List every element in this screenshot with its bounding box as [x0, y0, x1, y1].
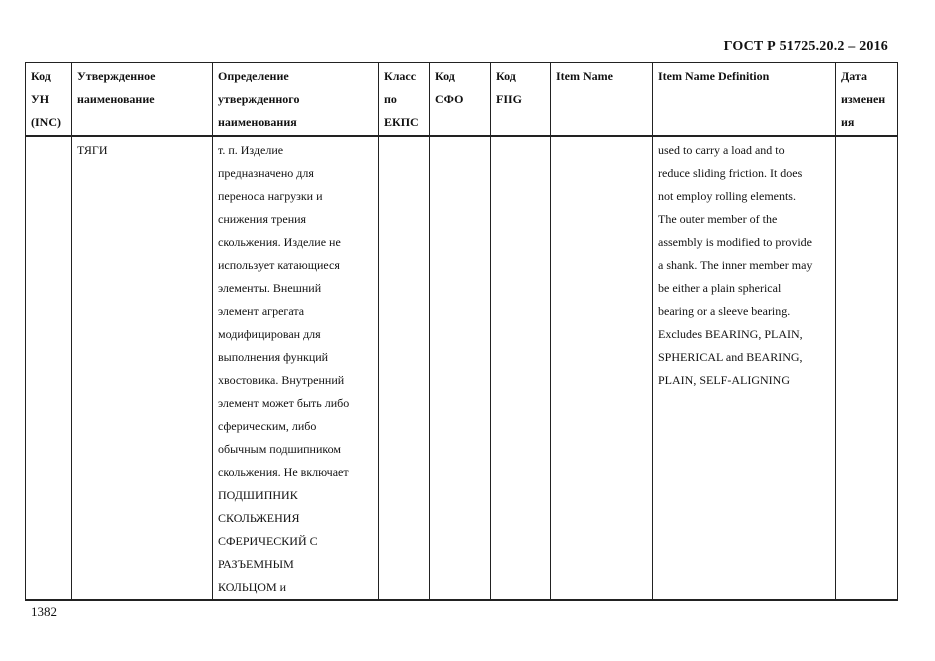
column-header-line: утвержденного	[218, 92, 300, 106]
cell-text-line: SPHERICAL and BEARING,	[658, 350, 803, 364]
column-header-line: по	[384, 92, 397, 106]
cell-text-line: reduce sliding friction. It does	[658, 166, 803, 180]
column-header-line: изменен	[841, 92, 886, 106]
cell-text-line: used to carry a load and to	[658, 143, 785, 157]
cell-text-line: ПОДШИПНИК	[218, 488, 298, 502]
cell-text-line: использует катающиеся	[218, 258, 340, 272]
cell-text-line: элемент агрегата	[218, 304, 305, 318]
cell-text-line: РАЗЪЕМНЫМ	[218, 557, 294, 571]
cell-text-line: переноса нагрузки и	[218, 189, 323, 203]
column-header-line: Дата	[841, 69, 867, 83]
cell-text-line: ТЯГИ	[77, 143, 108, 157]
column-header-line: ия	[841, 115, 855, 129]
column-header-ekps-class	[379, 63, 430, 137]
cell-approved-definition	[213, 136, 379, 600]
column-header-item-name	[551, 63, 653, 137]
cell-text-line: элементы. Внешний	[218, 281, 322, 295]
table-row	[26, 136, 898, 600]
cell-text-line: not employ rolling elements.	[658, 189, 796, 203]
cell-text-line: хвостовика. Внутренний	[218, 373, 345, 387]
cell-text-line: СКОЛЬЖЕНИЯ	[218, 511, 300, 525]
cell-text-line: СФЕРИЧЕСКИЙ С	[218, 534, 318, 548]
column-header-line: Определение	[218, 69, 289, 83]
column-header-approved-name	[72, 63, 213, 137]
cell-item-name-definition	[653, 136, 836, 600]
cell-text-line: элемент может быть либо	[218, 396, 350, 410]
column-header-inc	[26, 63, 72, 137]
cell-approved-name	[72, 136, 213, 600]
cell-text-line: be either a plain spherical	[658, 281, 782, 295]
column-header-line: УН	[31, 92, 50, 106]
column-header-line: Код	[496, 69, 516, 83]
cell-text-line: a shank. The inner member may	[658, 258, 813, 272]
table-header-row	[26, 63, 898, 137]
cell-text-line: bearing or a sleeve bearing.	[658, 304, 791, 318]
column-header-line: Класс	[384, 69, 417, 83]
column-header-approved-definition	[213, 63, 379, 137]
cell-text-line: т. п. Изделие	[218, 143, 284, 157]
cell-item-name	[551, 136, 653, 600]
cell-text-line: PLAIN, SELF-ALIGNING	[658, 373, 790, 387]
column-header-sfo-code	[430, 63, 491, 137]
cell-inc	[26, 136, 72, 600]
column-header-line: Item Name	[556, 69, 613, 83]
cell-sfo-code	[430, 136, 491, 600]
column-header-line: Item Name Definition	[658, 69, 770, 83]
cell-text-line: снижения трения	[218, 212, 307, 226]
cell-text-line: выполнения функций	[218, 350, 329, 364]
cell-text-line: Excludes BEARING, PLAIN,	[658, 327, 803, 341]
cell-text-line: скольжения. Не включает	[218, 465, 349, 479]
column-header-line: наименование	[77, 92, 155, 106]
column-header-line: наименования	[218, 115, 297, 129]
cell-text-line: КОЛЬЦОМ и	[218, 580, 287, 594]
column-header-line: СФО	[435, 92, 464, 106]
cell-text-line: обычным подшипником	[218, 442, 341, 456]
column-header-line: (INC)	[31, 115, 61, 129]
column-header-line: Код	[435, 69, 455, 83]
column-header-line: ЕКПС	[384, 115, 419, 129]
document-standard-header: ГОСТ Р 51725.20.2 – 2016	[723, 39, 888, 54]
column-header-line: Код	[31, 69, 51, 83]
column-header-fiig-code	[491, 63, 551, 137]
cell-text-line: сферическим, либо	[218, 419, 317, 433]
column-header-line: FIIG	[496, 92, 523, 106]
cell-text-line: The outer member of the	[658, 212, 778, 226]
cell-text-line: модифицирован для	[218, 327, 321, 341]
cell-text-line: assembly is modified to provide	[658, 235, 812, 249]
column-header-item-name-definition	[653, 63, 836, 137]
cell-ekps-class	[379, 136, 430, 600]
page-number: 1382	[31, 604, 57, 619]
cell-fiig-code	[491, 136, 551, 600]
cell-text-line: скольжения. Изделие не	[218, 235, 341, 249]
cell-change-date	[836, 136, 898, 600]
column-header-line: Утвержденное	[77, 69, 156, 83]
column-header-change-date	[836, 63, 898, 137]
cell-text-line: предназначено для	[218, 166, 314, 180]
gost-classification-table	[25, 62, 898, 601]
